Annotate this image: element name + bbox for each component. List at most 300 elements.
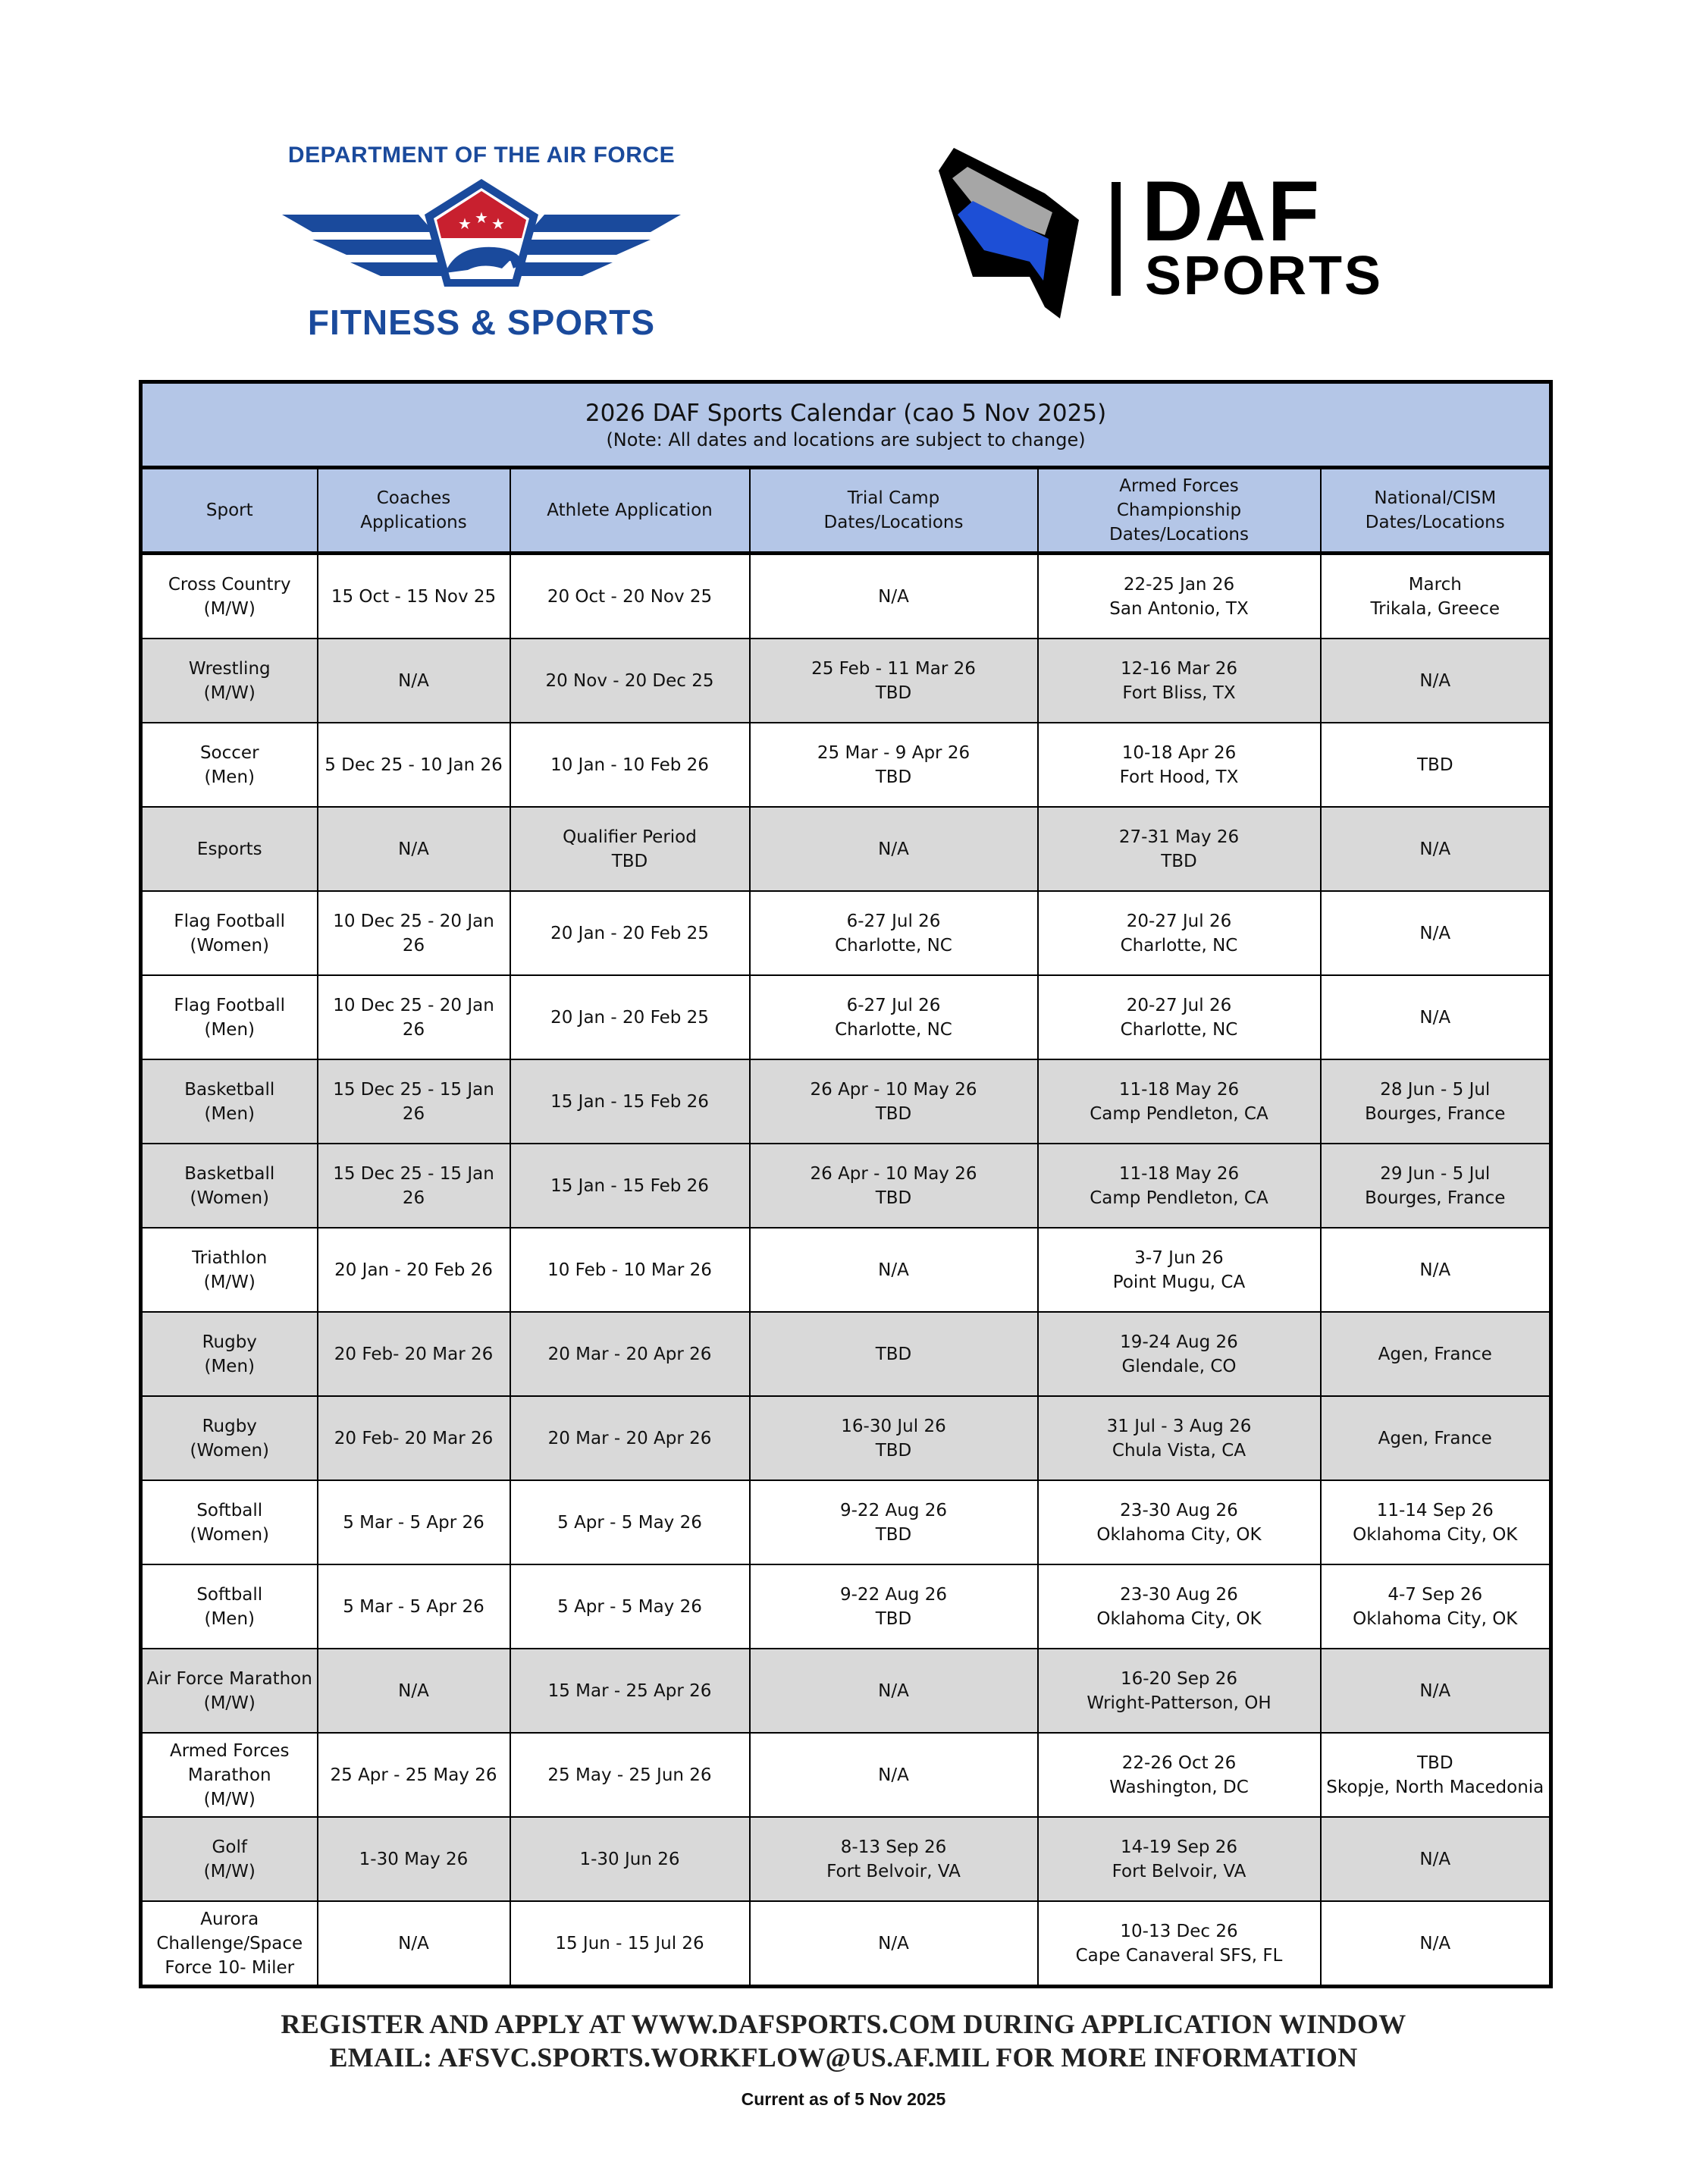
cell-athlete-application	[510, 807, 750, 891]
column-header-line: Armed Forces	[1119, 476, 1239, 496]
logo-divider	[1112, 182, 1121, 296]
cell-line: Soccer	[199, 742, 259, 763]
cell-line: 1-30 May 26	[359, 1849, 469, 1869]
cell-coaches-applications	[318, 723, 510, 807]
cell-line: Fort Belvoir, VA	[826, 1861, 961, 1881]
cell-line: N/A	[878, 839, 909, 859]
column-header-athlete-application	[510, 468, 750, 554]
cell-national-cism	[1321, 1059, 1551, 1144]
cell-sport	[141, 554, 318, 639]
cell-line: 15 Jan - 15 Feb 26	[550, 1091, 709, 1112]
cell-line: Basketball	[184, 1079, 275, 1100]
cell-sport	[141, 975, 318, 1059]
table-row	[141, 1312, 1551, 1396]
cell-line: Esports	[196, 839, 262, 859]
cell-athlete-application	[510, 1817, 750, 1901]
cell-line: TBD	[875, 1440, 912, 1461]
cell-line: Cape Canaveral SFS, FL	[1075, 1945, 1283, 1966]
cell-line: N/A	[878, 1680, 909, 1701]
daf-fitness-sports-logo	[274, 143, 688, 344]
cell-line: Flag Football	[174, 995, 286, 1015]
cell-trial-camp	[750, 639, 1038, 723]
column-header-line: Dates/Locations	[823, 513, 964, 532]
cell-national-cism	[1321, 639, 1551, 723]
cell-national-cism	[1321, 891, 1551, 975]
cell-line: N/A	[1419, 670, 1451, 691]
cell-line: TBD	[875, 1188, 912, 1208]
cell-sport	[141, 1480, 318, 1564]
cell-athlete-application	[510, 1396, 750, 1480]
table-row	[141, 1480, 1551, 1564]
cell-national-cism	[1321, 723, 1551, 807]
table-header-row	[141, 468, 1551, 554]
cell-line: (M/W)	[203, 1272, 256, 1292]
cell-line: Camp Pendleton, CA	[1090, 1103, 1268, 1124]
email-instruction: EMAIL: AFSVC.SPORTS.WORKFLOW@US.AF.MIL FOR MORE INFORMATION	[329, 2042, 1358, 2073]
cell-line: TBD	[875, 1608, 912, 1629]
cell-athlete-application	[510, 1564, 750, 1649]
column-header-coaches-applications	[318, 468, 510, 554]
logo-sports-text: SPORTS	[1145, 246, 1384, 306]
cell-athlete-application	[510, 639, 750, 723]
cell-sport	[141, 1396, 318, 1480]
cell-line: Wrestling	[188, 658, 271, 679]
cell-line: 5 Apr - 5 May 26	[557, 1596, 702, 1617]
cell-sport	[141, 1733, 318, 1817]
cell-line: 25 Feb - 11 Mar 26	[811, 658, 976, 679]
cell-line: 14-19 Sep 26	[1120, 1837, 1238, 1857]
table-row	[141, 1059, 1551, 1144]
cell-sport	[141, 891, 318, 975]
table-title-row	[141, 382, 1551, 468]
cell-line: (Women)	[190, 1188, 270, 1208]
table-row	[141, 554, 1551, 639]
cell-armed-forces-championship	[1038, 975, 1321, 1059]
cell-line: Charlotte, NC	[1120, 935, 1238, 956]
cell-line: Agen, France	[1378, 1344, 1492, 1364]
cell-line: 20 Mar - 20 Apr 26	[547, 1428, 712, 1448]
table-row	[141, 1649, 1551, 1733]
cell-line: TBD	[1416, 755, 1453, 775]
cell-line: N/A	[878, 1260, 909, 1280]
cell-line: N/A	[878, 586, 909, 607]
cell-coaches-applications	[318, 1901, 510, 1987]
cell-line: Trikala, Greece	[1370, 598, 1500, 619]
cell-national-cism	[1321, 554, 1551, 639]
cell-coaches-applications	[318, 891, 510, 975]
cell-armed-forces-championship	[1038, 891, 1321, 975]
cell-national-cism	[1321, 1649, 1551, 1733]
cell-line: 5 Mar - 5 Apr 26	[343, 1512, 484, 1533]
cell-line: Point Mugu, CA	[1112, 1272, 1246, 1292]
cell-coaches-applications	[318, 1144, 510, 1228]
cell-line: N/A	[878, 1765, 909, 1785]
cell-athlete-application	[510, 1228, 750, 1312]
cell-line: Cross Country	[168, 574, 291, 595]
cell-national-cism	[1321, 975, 1551, 1059]
table-title-cell	[141, 382, 1551, 468]
cell-athlete-application	[510, 1059, 750, 1144]
cell-sport	[141, 1228, 318, 1312]
cell-line: (M/W)	[203, 1861, 256, 1881]
cell-line: N/A	[398, 839, 429, 859]
cell-line: 22-25 Jan 26	[1123, 574, 1235, 595]
cell-line: 15 Jun - 15 Jul 26	[555, 1933, 704, 1953]
cell-athlete-application	[510, 554, 750, 639]
cell-line: (M/W)	[203, 1693, 256, 1713]
cell-line: 25 Mar - 9 Apr 26	[817, 742, 970, 763]
cell-line: Bourges, France	[1365, 1188, 1506, 1208]
cell-line: Fort Hood, TX	[1119, 767, 1239, 787]
cell-line: 3-7 Jun 26	[1134, 1247, 1224, 1268]
cell-line: Oklahoma City, OK	[1096, 1524, 1262, 1545]
table-row	[141, 1901, 1551, 1987]
column-header-line: National/CISM	[1374, 488, 1497, 508]
cell-line: 16-20 Sep 26	[1120, 1668, 1238, 1689]
table-row	[141, 1564, 1551, 1649]
cell-line: (Women)	[190, 1524, 270, 1545]
cell-line: 20 Jan - 20 Feb 25	[550, 923, 709, 943]
cell-line: 6-27 Jul 26	[846, 995, 941, 1015]
cell-line: March	[1408, 574, 1462, 595]
cell-trial-camp	[750, 1901, 1038, 1987]
cell-line: 26 Apr - 10 May 26	[810, 1079, 977, 1100]
cell-line: N/A	[1419, 839, 1451, 859]
cell-line: Rugby	[202, 1416, 257, 1436]
cell-coaches-applications	[318, 1480, 510, 1564]
cell-athlete-application	[510, 1480, 750, 1564]
cell-sport	[141, 1144, 318, 1228]
cell-line: Charlotte, NC	[835, 1019, 952, 1040]
cell-national-cism	[1321, 1312, 1551, 1396]
cell-line: 10-18 Apr 26	[1121, 742, 1237, 763]
cell-line: Oklahoma City, OK	[1096, 1608, 1262, 1629]
cell-line: (M/W)	[203, 682, 256, 703]
cell-line: 12-16 Mar 26	[1120, 658, 1238, 679]
cell-trial-camp	[750, 723, 1038, 807]
cell-line: Bourges, France	[1365, 1103, 1506, 1124]
cell-armed-forces-championship	[1038, 1564, 1321, 1649]
cell-line: 15 Oct - 15 Nov 25	[331, 586, 497, 607]
eagle-wings-icon	[282, 173, 681, 298]
cell-line: Charlotte, NC	[835, 935, 952, 956]
cell-line: Charlotte, NC	[1120, 1019, 1238, 1040]
table-row	[141, 1228, 1551, 1312]
cell-line: Agen, France	[1378, 1428, 1492, 1448]
cell-line: N/A	[878, 1933, 909, 1953]
cell-line: 22-26 Oct 26	[1121, 1753, 1237, 1773]
cell-line: Flag Football	[174, 911, 286, 931]
column-header-trial-camp	[750, 468, 1038, 554]
cell-line: (Men)	[204, 1608, 256, 1629]
logo-fitness-sports-text: FITNESS & SPORTS	[307, 303, 656, 342]
cell-athlete-application	[510, 891, 750, 975]
cell-coaches-applications	[318, 639, 510, 723]
current-as-of: Current as of 5 Nov 2025	[741, 2089, 946, 2109]
cell-armed-forces-championship	[1038, 1480, 1321, 1564]
cell-line: 10-13 Dec 26	[1120, 1921, 1238, 1941]
cell-trial-camp	[750, 1649, 1038, 1733]
cell-national-cism	[1321, 1396, 1551, 1480]
cell-line: Oklahoma City, OK	[1353, 1524, 1518, 1545]
cell-line: (M/W)	[203, 1789, 256, 1809]
cell-line: TBD	[875, 767, 912, 787]
cell-line: Wright-Patterson, OH	[1087, 1693, 1272, 1713]
cell-line: Armed Forces	[170, 1740, 290, 1761]
table-row	[141, 639, 1551, 723]
cell-line: Fort Belvoir, VA	[1112, 1861, 1246, 1881]
cell-line: 29 Jun - 5 Jul	[1380, 1163, 1491, 1184]
cell-sport	[141, 1059, 318, 1144]
cell-line: Camp Pendleton, CA	[1090, 1188, 1268, 1208]
cell-line: 19-24 Aug 26	[1120, 1332, 1238, 1352]
cell-line: Oklahoma City, OK	[1353, 1608, 1518, 1629]
cell-coaches-applications	[318, 554, 510, 639]
column-header-line: Dates/Locations	[1109, 525, 1249, 544]
cell-armed-forces-championship	[1038, 1817, 1321, 1901]
cell-line: 20 Nov - 20 Dec 25	[545, 670, 714, 691]
cell-line: (Men)	[204, 1103, 256, 1124]
cell-coaches-applications	[318, 975, 510, 1059]
cell-armed-forces-championship	[1038, 554, 1321, 639]
svg-text:★: ★	[475, 209, 488, 227]
cell-line: 20 Feb- 20 Mar 26	[334, 1428, 494, 1448]
cell-line: 5 Mar - 5 Apr 26	[343, 1596, 484, 1617]
cell-line: 15 Dec 25 - 15 Jan 26	[333, 1163, 494, 1208]
cell-line: 25 Apr - 25 May 26	[330, 1765, 497, 1785]
cell-line: Chula Vista, CA	[1112, 1440, 1246, 1461]
cell-coaches-applications	[318, 1059, 510, 1144]
cell-line: Force 10- Miler	[165, 1957, 295, 1978]
cell-line: 15 Jan - 15 Feb 26	[550, 1175, 709, 1196]
cell-line: 4-7 Sep 26	[1388, 1584, 1483, 1605]
cell-national-cism	[1321, 1564, 1551, 1649]
cell-line: N/A	[1419, 1680, 1451, 1701]
table-title: 2026 DAF Sports Calendar (cao 5 Nov 2025)	[585, 400, 1107, 427]
cell-coaches-applications	[318, 807, 510, 891]
table-row	[141, 1144, 1551, 1228]
cell-athlete-application	[510, 1733, 750, 1817]
sports-calendar-table	[139, 380, 1553, 1988]
cell-line: 26 Apr - 10 May 26	[810, 1163, 977, 1184]
cell-armed-forces-championship	[1038, 639, 1321, 723]
table-row	[141, 975, 1551, 1059]
column-header-armed-forces-championship	[1038, 468, 1321, 554]
cell-line: 11-18 May 26	[1118, 1079, 1240, 1100]
cell-trial-camp	[750, 554, 1038, 639]
cell-trial-camp	[750, 1228, 1038, 1312]
cell-line: TBD	[875, 1344, 912, 1364]
cell-national-cism	[1321, 1733, 1551, 1817]
cell-trial-camp	[750, 1817, 1038, 1901]
cell-trial-camp	[750, 975, 1038, 1059]
cell-coaches-applications	[318, 1228, 510, 1312]
table-row	[141, 1817, 1551, 1901]
cell-armed-forces-championship	[1038, 1733, 1321, 1817]
cell-line: TBD	[1161, 851, 1197, 871]
cell-line: N/A	[398, 1680, 429, 1701]
cell-line: (Men)	[204, 1019, 256, 1040]
cell-line: 23-30 Aug 26	[1120, 1584, 1238, 1605]
cell-line: Softball	[196, 1584, 263, 1605]
cell-national-cism	[1321, 1901, 1551, 1987]
cell-coaches-applications	[318, 1564, 510, 1649]
cell-line: Washington, DC	[1109, 1777, 1249, 1797]
cell-line: 25 May - 25 Jun 26	[547, 1765, 712, 1785]
cell-line: 20 Jan - 20 Feb 25	[550, 1007, 709, 1028]
cell-trial-camp	[750, 1733, 1038, 1817]
cell-sport	[141, 1817, 318, 1901]
cell-line: 6-27 Jul 26	[846, 911, 941, 931]
cell-athlete-application	[510, 975, 750, 1059]
cell-line: Glendale, CO	[1121, 1356, 1237, 1376]
cell-armed-forces-championship	[1038, 1144, 1321, 1228]
cell-line: 20 Oct - 20 Nov 25	[547, 586, 713, 607]
cell-line: 10 Dec 25 - 20 Jan 26	[333, 995, 494, 1040]
column-header-line: Trial Camp	[847, 488, 940, 508]
column-header-line: Sport	[205, 500, 253, 520]
cell-line: N/A	[1419, 1849, 1451, 1869]
cell-armed-forces-championship	[1038, 723, 1321, 807]
cell-line: Challenge/Space	[156, 1933, 303, 1953]
cell-armed-forces-championship	[1038, 807, 1321, 891]
cell-armed-forces-championship	[1038, 1396, 1321, 1480]
cell-line: 10 Jan - 10 Feb 26	[550, 755, 709, 775]
cell-national-cism	[1321, 1480, 1551, 1564]
cell-line: 5 Dec 25 - 10 Jan 26	[325, 755, 503, 775]
cell-sport	[141, 1901, 318, 1987]
logo-daf-text: DAF	[1142, 164, 1322, 259]
cell-line: Fort Bliss, TX	[1122, 682, 1236, 703]
svg-text:★: ★	[491, 215, 505, 233]
cell-line: 9-22 Aug 26	[840, 1584, 947, 1605]
cell-athlete-application	[510, 723, 750, 807]
table-row	[141, 723, 1551, 807]
cell-line: Skopje, North Macedonia	[1326, 1777, 1544, 1797]
cell-line: 16-30 Jul 26	[841, 1416, 946, 1436]
cell-trial-camp	[750, 807, 1038, 891]
cell-sport	[141, 1564, 318, 1649]
cell-line: 27-31 May 26	[1118, 827, 1240, 847]
cell-line: (Women)	[190, 1440, 270, 1461]
cell-coaches-applications	[318, 1396, 510, 1480]
column-header-sport	[141, 468, 318, 554]
cell-line: 9-22 Aug 26	[840, 1500, 947, 1520]
cell-armed-forces-championship	[1038, 1901, 1321, 1987]
cell-athlete-application	[510, 1312, 750, 1396]
cell-line: Aurora	[200, 1909, 259, 1929]
cell-line: Rugby	[202, 1332, 257, 1352]
cell-line: Basketball	[184, 1163, 275, 1184]
cell-coaches-applications	[318, 1817, 510, 1901]
column-header-line: Dates/Locations	[1365, 513, 1505, 532]
svg-text:★: ★	[458, 215, 472, 233]
cell-armed-forces-championship	[1038, 1649, 1321, 1733]
cell-line: N/A	[1419, 1260, 1451, 1280]
cell-line: 20 Mar - 20 Apr 26	[547, 1344, 712, 1364]
table-row	[141, 807, 1551, 891]
cell-line: Golf	[212, 1837, 247, 1857]
column-header-line: Coaches Applications	[360, 488, 467, 532]
cell-sport	[141, 639, 318, 723]
cell-line: Marathon	[187, 1765, 271, 1785]
cell-line: (M/W)	[203, 598, 256, 619]
column-header-line: Athlete Application	[547, 500, 713, 520]
cell-line: N/A	[1419, 1007, 1451, 1028]
cell-sport	[141, 723, 318, 807]
cell-line: 11-14 Sep 26	[1376, 1500, 1494, 1520]
daf-sports-shield-icon	[931, 148, 1083, 330]
cell-line: 10 Dec 25 - 20 Jan 26	[333, 911, 494, 956]
cell-coaches-applications	[318, 1649, 510, 1733]
table-row	[141, 1396, 1551, 1480]
cell-line: TBD	[1416, 1753, 1453, 1773]
cell-line: 23-30 Aug 26	[1120, 1500, 1238, 1520]
cell-national-cism	[1321, 1228, 1551, 1312]
column-header-national-cism	[1321, 468, 1551, 554]
cell-line: 5 Apr - 5 May 26	[557, 1512, 702, 1533]
table-row	[141, 891, 1551, 975]
table-note: (Note: All dates and locations are subject to change)	[606, 429, 1086, 450]
cell-line: N/A	[398, 1933, 429, 1953]
column-header-line: Championship	[1116, 500, 1242, 520]
cell-line: 15 Mar - 25 Apr 26	[547, 1680, 712, 1701]
cell-trial-camp	[750, 1396, 1038, 1480]
cell-line: Triathlon	[192, 1247, 268, 1268]
cell-line: (Men)	[204, 767, 256, 787]
cell-armed-forces-championship	[1038, 1228, 1321, 1312]
cell-coaches-applications	[318, 1733, 510, 1817]
cell-line: 28 Jun - 5 Jul	[1380, 1079, 1491, 1100]
cell-line: 31 Jul - 3 Aug 26	[1106, 1416, 1252, 1436]
cell-line: 20 Jan - 20 Feb 26	[334, 1260, 493, 1280]
cell-line: 20-27 Jul 26	[1126, 911, 1232, 931]
cell-national-cism	[1321, 1817, 1551, 1901]
cell-national-cism	[1321, 807, 1551, 891]
cell-trial-camp	[750, 1312, 1038, 1396]
cell-line: 10 Feb - 10 Mar 26	[547, 1260, 712, 1280]
cell-line: TBD	[875, 682, 912, 703]
cell-line: (Women)	[190, 935, 270, 956]
cell-line: TBD	[611, 851, 648, 871]
cell-sport	[141, 1312, 318, 1396]
cell-line: 11-18 May 26	[1118, 1163, 1240, 1184]
cell-sport	[141, 807, 318, 891]
cell-athlete-application	[510, 1901, 750, 1987]
cell-line: (Men)	[204, 1356, 256, 1376]
cell-national-cism	[1321, 1144, 1551, 1228]
cell-trial-camp	[750, 1059, 1038, 1144]
cell-armed-forces-championship	[1038, 1312, 1321, 1396]
cell-trial-camp	[750, 891, 1038, 975]
cell-line: San Antonio, TX	[1109, 598, 1249, 619]
cell-line: Softball	[196, 1500, 263, 1520]
daf-sports-logo	[931, 148, 1386, 330]
register-instruction: REGISTER AND APPLY AT WWW.DAFSPORTS.COM DURING APPLICATION WINDOW	[281, 2009, 1406, 2039]
cell-coaches-applications	[318, 1312, 510, 1396]
cell-line: 20 Feb- 20 Mar 26	[334, 1344, 494, 1364]
cell-trial-camp	[750, 1564, 1038, 1649]
cell-line: 15 Dec 25 - 15 Jan 26	[333, 1079, 494, 1124]
cell-line: 20-27 Jul 26	[1126, 995, 1232, 1015]
cell-athlete-application	[510, 1649, 750, 1733]
cell-line: Air Force Marathon	[146, 1668, 312, 1689]
cell-line: N/A	[1419, 923, 1451, 943]
cell-line: 1-30 Jun 26	[579, 1849, 680, 1869]
cell-line: TBD	[875, 1524, 912, 1545]
cell-armed-forces-championship	[1038, 1059, 1321, 1144]
table-row	[141, 1733, 1551, 1817]
